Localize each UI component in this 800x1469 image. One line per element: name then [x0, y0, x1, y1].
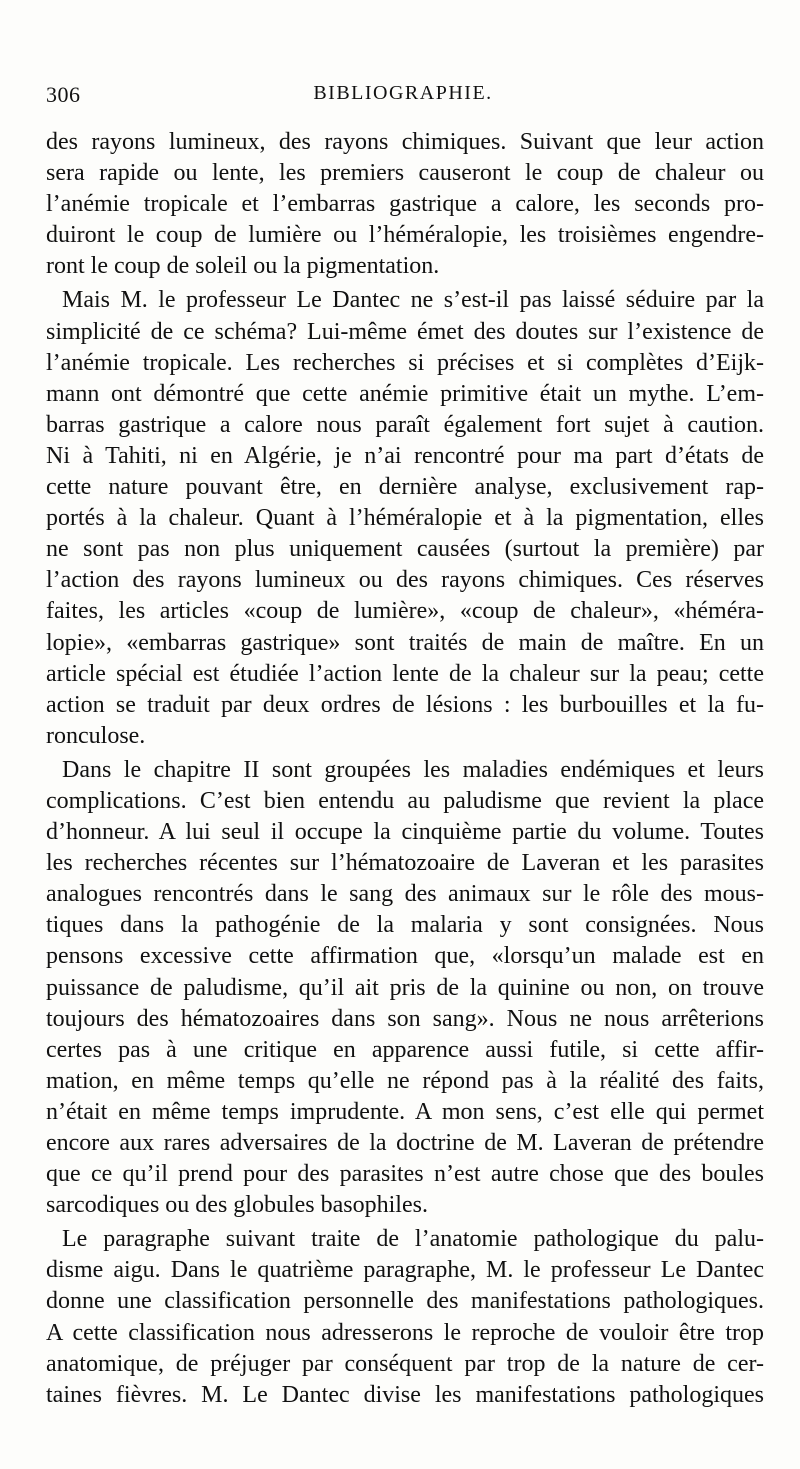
text-line: sarcodiques ou des globules basophiles. [46, 1192, 428, 1219]
text-line: des rayons lumineux, des rayons chimiques. Suivant que leur action [46, 129, 764, 155]
text-line: article spécial est étudiée l’action lente de la chaleur sur la peau; cette [46, 660, 764, 687]
text-line: disme aigu. Dans le quatrième paragraphe, M. le professeur Le Dantec [46, 1257, 764, 1284]
text-line: puissance de paludisme, qu’il ait pris de la quinine ou non, on trouve [46, 974, 764, 1001]
text-line: ne sont pas non plus uniquement causées (surtout la première) par [46, 536, 764, 563]
text-line: l’action des rayons lumineux ou des rayons chimiques. Ces réserves [46, 567, 764, 594]
text-line: faites, les articles «coup de lumière», «coup de chaleur», «héméra- [46, 598, 764, 625]
text-line: complications. C’est bien entendu au paludisme que revient la place [46, 787, 764, 814]
text-line: ront le coup de soleil ou la pigmentation. [46, 253, 440, 280]
text-line: l’anémie tropicale et l’embarras gastrique a calore, les seconds pro- [46, 191, 764, 218]
text-line: mann ont démontré que cette anémie primitive était un mythe. L’em- [46, 380, 764, 407]
text-line: sera rapide ou lente, les premiers causeront le coup de chaleur ou [46, 160, 764, 187]
text-line: lopie», «embarras gastrique» sont traités de main de maître. En un [46, 629, 764, 656]
text-line: pensons excessive cette affirmation que, «lorsqu’un malade est en [46, 943, 764, 970]
text-line: que ce qu’il prend pour des parasites n’est autre chose que des boules [46, 1161, 764, 1188]
text-line: action se traduit par deux ordres de lésions : les burbouilles et la fu- [46, 691, 764, 718]
text-line: certes pas à une critique en apparence aussi futile, si cette affir- [46, 1036, 764, 1063]
text-line: Mais M. le professeur Le Dantec ne s’est-il pas laissé séduire par la [62, 287, 764, 314]
text-line: mation, en même temps qu’elle ne répond pas à la réalité des faits, [46, 1067, 764, 1094]
text-line: Ni à Tahiti, ni en Algérie, je n’ai rencontré pour ma part d’états de [46, 442, 764, 469]
text-line: d’honneur. A lui seul il occupe la cinquième partie du volume. Toutes [46, 819, 764, 846]
text-line: simplicité de ce schéma? Lui-même émet des doutes sur l’existence de [46, 318, 764, 345]
text-line: ronculose. [46, 722, 146, 749]
text-line: encore aux rares adversaires de la doctrine de M. Laveran de prétendre [46, 1130, 764, 1156]
text-line: A cette classification nous adresserons le reproche de vouloir être trop [46, 1319, 764, 1346]
text-line: duiront le coup de lumière ou l’héméralopie, les troisièmes engendre- [46, 222, 764, 249]
body-text [46, 127, 764, 1411]
text-line: Le paragraphe suivant traite de l’anatomie pathologique du palu- [62, 1226, 764, 1253]
text-line: n’était en même temps imprudente. A mon sens, c’est elle qui permet [46, 1098, 764, 1125]
text-line: barras gastrique a calore nous paraît également fort sujet à caution. [46, 411, 764, 438]
text-line: les recherches récentes sur l’hématozoaire de Laveran et les parasites [46, 850, 764, 877]
running-title: BIBLIOGRAPHIE. [313, 82, 493, 104]
text-line: l’anémie tropicale. Les recherches si précises et si complètes d’Eijk- [46, 349, 764, 376]
text-line: analogues rencontrés dans le sang des animaux sur le rôle des mous- [46, 881, 764, 908]
text-line: taines fièvres. M. Le Dantec divise les manifestations pathologiques [46, 1381, 764, 1408]
page-number: 306 [46, 82, 81, 107]
text-line: cette nature pouvant être, en dernière analyse, exclusivement rap- [46, 474, 764, 501]
text-line: donne une classification personnelle des manifestations pathologiques. [46, 1288, 764, 1315]
text-line: toujours des hématozoaires dans son sang». Nous ne nous arrêterions [46, 1005, 764, 1032]
text-line: portés à la chaleur. Quant à l’héméralopie et à la pigmentation, elles [46, 505, 764, 532]
text-line: anatomique, de préjuger par conséquent par trop de la nature de cer- [46, 1350, 764, 1377]
text-line: Dans le chapitre II sont groupées les maladies endémiques et leurs [62, 756, 764, 783]
text-line: tiques dans la pathogénie de la malaria y sont consignées. Nous [46, 912, 764, 939]
page-header [46, 82, 760, 110]
